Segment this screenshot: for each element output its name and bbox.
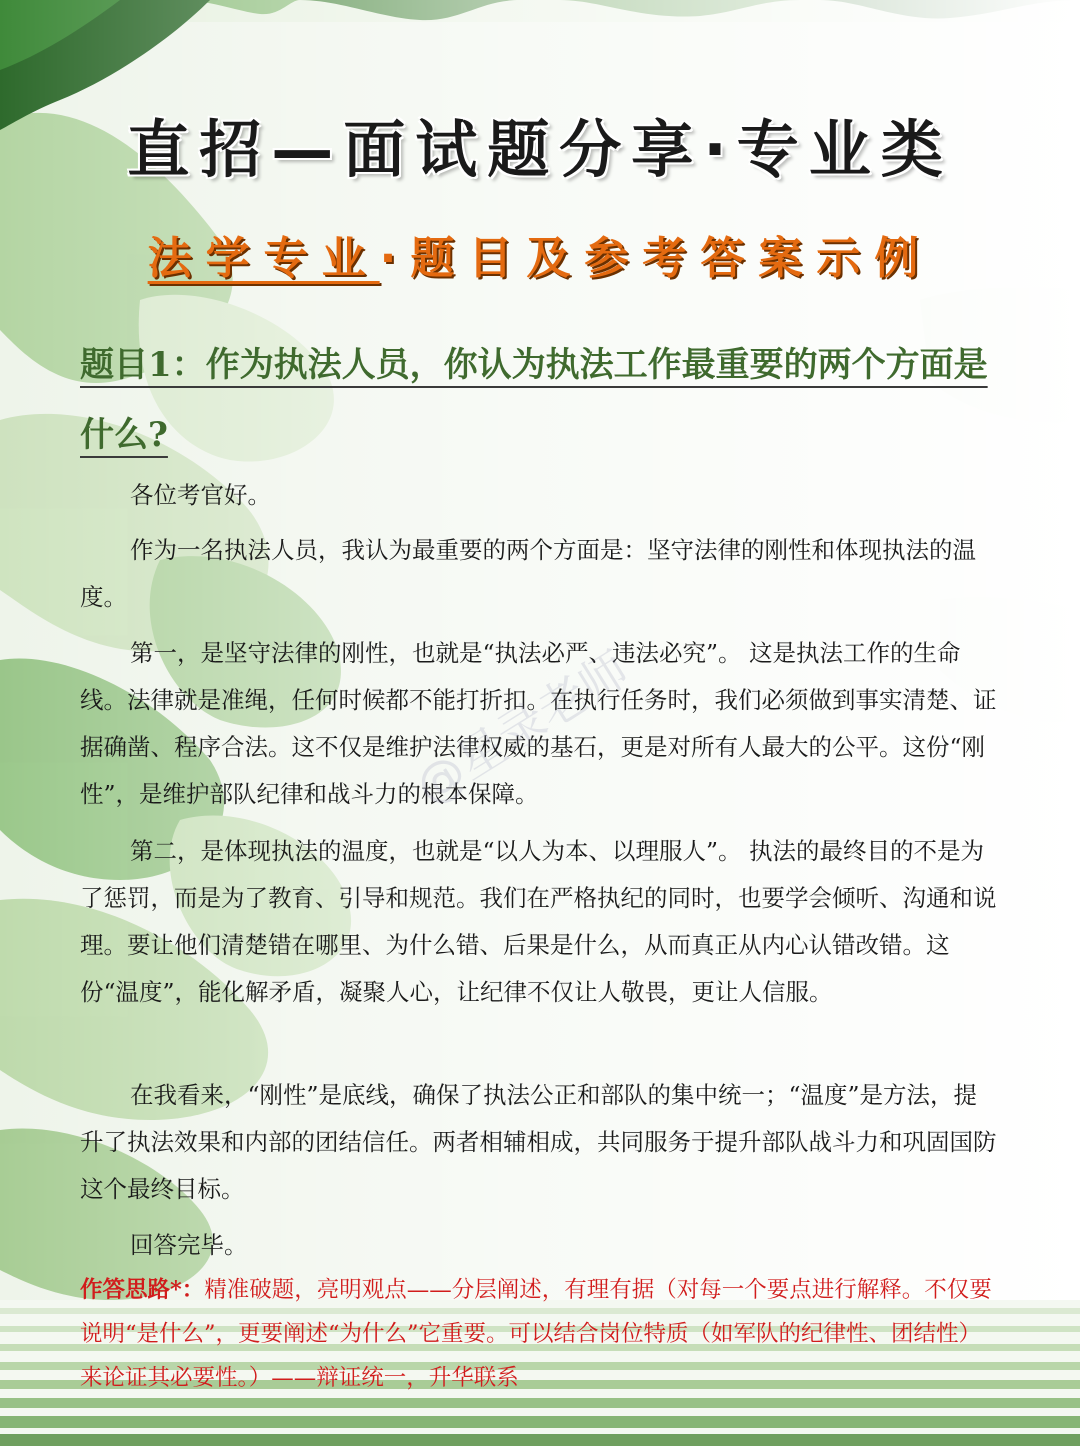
answer-point-1: 第一，是坚守法律的刚性，也就是“执法必严、违法必究”。 这是执法工作的生命线。法律就是准绳，任何时候都不能打折扣。在执行任务时，我们必须做到事实清楚、证据确凿、程序合法。这不仅是维护法律权威的基石，更是对所有人最大的公平。这份“刚性”，是维护部队纪律和战斗力的根本保障。 [80, 639, 997, 808]
answer-point-2: 第二，是体现执法的温度，也就是“以人为本、以理服人”。 执法的最终目的不是为了惩罚，而是为了教育、引导和规范。我们在严格执纪的同时，也要学会倾听、沟通和说理。要让他们清楚错在哪里、为什么错、后果是什么，从而真正从内心认错改错。这份“温度”，能化解矛盾，凝聚人心，让纪律不仅让人敬畏，更让人信服。 [80, 837, 997, 1006]
note-text: 精准破题，亮明观点——分层阐述，有理有据（对每一个要点进行解释。不仅要说明“是什么”，更要阐述“为什么”它重要。可以结合岗位特质（如军队的纪律性、团结性）来论证其必要性。）——辩证统一，升华联系 [80, 1277, 992, 1391]
question-text: 题目1：作为执法人员，你认为执法工作最重要的两个方面是什么? [80, 345, 988, 455]
answer-intro: 作为一名执法人员，我认为最重要的两个方面是：坚守法律的刚性和体现执法的温度。 [80, 536, 976, 611]
page-title: 直招—面试题分享·专业类 [127, 113, 953, 186]
note-label: 作答思路*： [80, 1277, 205, 1303]
answer-approach-note [80, 1268, 1000, 1400]
subtitle-rest: ·题目及参考答案示例 [379, 233, 933, 284]
watermark: @星录老师 [405, 640, 640, 816]
answer-greeting: 各位考官好。 [130, 481, 271, 509]
subtitle-major: 法学专业 [147, 233, 380, 284]
page-subtitle [0, 222, 1080, 286]
question-heading [80, 330, 1000, 470]
answer-conclusion: 在我看来，“刚性”是底线，确保了执法公正和部队的集中统一；“温度”是方法，提升了执法效果和内部的团结信任。两者相辅相成，共同服务于提升部队战斗力和巩固国防这个最终目标。 [80, 1081, 997, 1203]
answer-closing: 回答完毕。 [130, 1231, 248, 1259]
